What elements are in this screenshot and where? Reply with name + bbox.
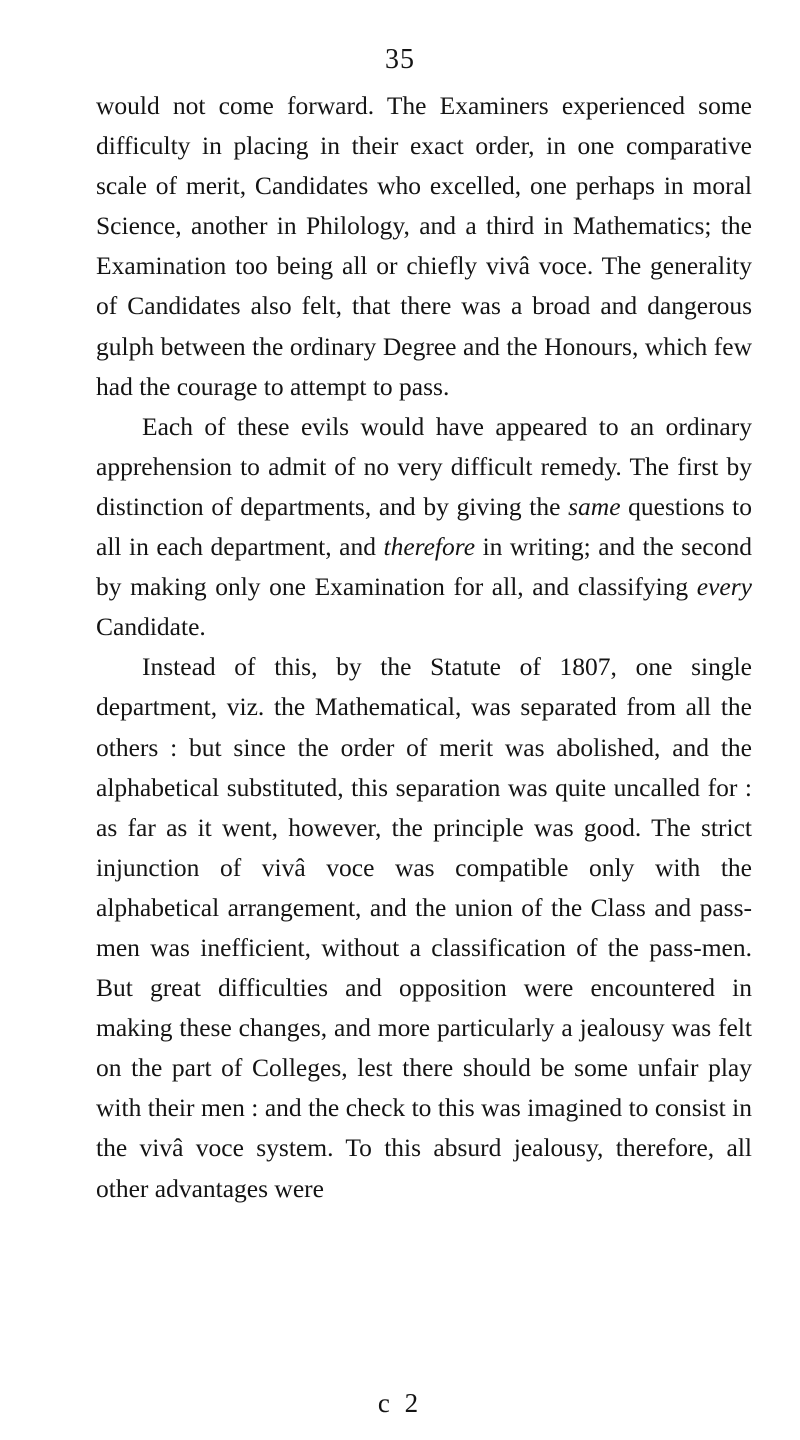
text-run: Instead of this, by the Statute of 1807, one single department, viz. the Mathematical, was separated from all the others : but since the order of merit was abolished, and the alphabetical substituted, this separation was quite uncalled for : as far as it went, however, the principle was good. The strict injunction of vivâ voce was compatible only with the alphabetical arrangement, and the union of the Class and pass-men was inefficient, without a classification of the pass-men. But great difficulties and opposition were encountered in making these changes, and more particularly a jealousy was felt on the part of Colleges, lest there should be some unfair play with their men : and the check to this was imagined to consist in the vivâ voce system. To this absurd jealousy, therefore, all other advantages were	[96, 652, 752, 1203]
text-run: would not come forward. The Examiners experienced some difficulty in placing in their exact order, in one comparative scale of merit, Candidates who excelled, one perhaps in moral Science, another in Philology, and a third in Mathematics; the Examination too being all or chiefly vivâ voce. The generality of Candidates also felt, that there was a broad and dangerous gulph between the ordinary Degree and the Honours, which few had the courage to attempt to pass.	[96, 91, 752, 401]
text-run: questions to all in each department, and	[96, 491, 753, 562]
italic-text-run: therefore	[383, 532, 476, 562]
page-number: 35	[385, 44, 415, 75]
body-text	[96, 86, 752, 1209]
text-run: in writing; and the second by making only one Examination for all, and classifying	[96, 532, 752, 602]
paragraph-2	[96, 407, 752, 648]
signature-mark: c 2	[377, 1388, 423, 1418]
italic-text-run: same	[568, 491, 621, 521]
text-run: Each of these evils would have appeared to an ordinary apprehension to admit of no very difficult remedy. The first by distinction of departments, and by giving the	[96, 411, 752, 521]
paragraph-3	[96, 647, 752, 1208]
text-run: Candidate.	[96, 612, 206, 642]
paragraph-1	[96, 86, 752, 407]
italic-text-run: every	[696, 572, 752, 602]
